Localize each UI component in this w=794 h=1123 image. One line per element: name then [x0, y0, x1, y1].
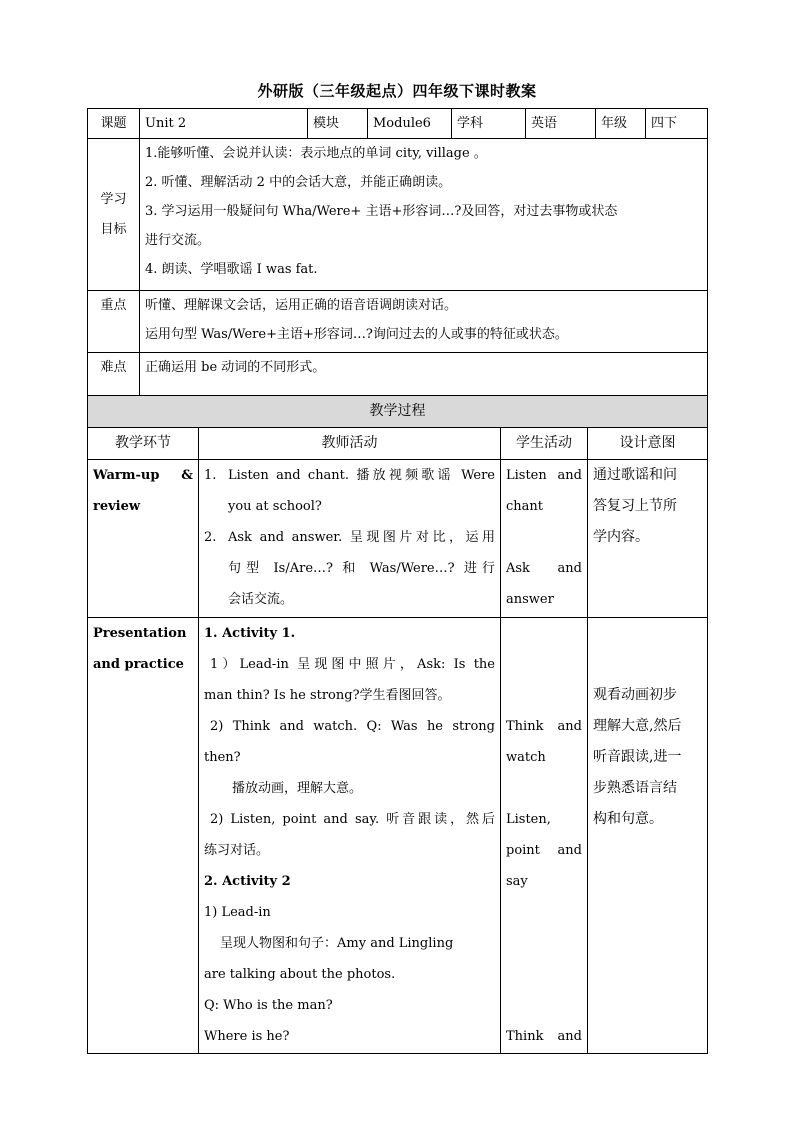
student-word: and: [557, 843, 582, 858]
process-header: 教学过程: [88, 396, 708, 428]
stage-line: Presentation: [93, 626, 187, 641]
teacher-line: are talking about the photos.: [204, 967, 396, 982]
intent-line: 观看动画初步: [593, 687, 677, 703]
text-line: 会话交流。: [228, 592, 294, 607]
difficulty-row: [88, 353, 708, 397]
goal-item: 2. 听懂、理解活动 2 中的会话大意，并能正确朗读。: [145, 175, 452, 190]
xueke-value: 英语: [526, 109, 596, 139]
student-word: Think: [506, 719, 544, 734]
keti-label: 课题: [88, 109, 140, 139]
xueke-label: 学科: [452, 109, 526, 139]
student-line: [506, 835, 582, 866]
process-header-row: [88, 396, 708, 428]
warmup-stage-line2: review: [93, 499, 141, 514]
stage-line: and practice: [93, 657, 184, 672]
intent-line: 构和句意。: [593, 811, 663, 827]
spacer: [506, 649, 582, 680]
teacher-line: 2. Activity 2: [204, 874, 291, 889]
presentation-row: [88, 618, 708, 1054]
intent-line: 理解大意,然后: [593, 718, 682, 734]
col-stage: 教学环节: [88, 428, 199, 460]
student-word: point: [506, 843, 540, 858]
teacher-line: 1) Lead-in: [204, 905, 271, 920]
item-text: [228, 460, 495, 522]
spacer: [506, 773, 582, 804]
spacer: [593, 618, 702, 649]
student-word: Ask: [506, 561, 530, 576]
presentation-stage: [88, 618, 199, 1054]
student-line: chant: [506, 499, 544, 514]
goal-item: 进行交流。: [145, 233, 211, 248]
intent-line: 答复习上节所: [593, 498, 677, 514]
student-word: and: [557, 561, 582, 576]
student-line: [506, 1021, 582, 1052]
goal-item: 4. 朗读、学唱歌谣 I was fat.: [145, 262, 318, 277]
column-header-row: [88, 428, 708, 460]
col-intent: 设计意图: [588, 428, 708, 460]
goals-label-1: 学习: [100, 191, 127, 207]
key-label: 重点: [88, 291, 140, 353]
text-line: 句型 Is/Are…? 和 Was/Were…? 进行: [228, 561, 495, 576]
key-content: [140, 291, 708, 353]
presentation-teacher: [199, 618, 501, 1054]
presentation-student: [501, 618, 588, 1054]
col-student: 学生活动: [501, 428, 588, 460]
student-line: say: [506, 874, 528, 889]
student-word: Listen: [506, 468, 547, 483]
student-line: [506, 460, 582, 491]
nianji-value: 四下: [646, 109, 708, 139]
spacer: [506, 680, 582, 711]
difficulty-label: 难点: [88, 353, 140, 397]
teacher-line: Q: Who is the man?: [204, 998, 333, 1013]
item-number: 2.: [204, 530, 217, 545]
spacer: [506, 897, 582, 928]
goals-row: [88, 139, 708, 291]
warmup-stage-word: Warm-up: [93, 468, 160, 483]
goal-item: 1.能够听懂、会说并认读：表示地点的单词 city, village 。: [145, 146, 487, 161]
spacer: [506, 522, 582, 553]
warmup-teacher-item-2: [204, 522, 495, 615]
difficulty-content: 正确运用 be 动词的不同形式。: [140, 353, 708, 397]
presentation-intent: [588, 618, 708, 1054]
col-teacher: 教师活动: [199, 428, 501, 460]
warmup-teacher: [199, 460, 501, 618]
goals-label-2: 目标: [100, 221, 127, 237]
teacher-line: 2) Think and watch. Q: Was he strong: [210, 719, 495, 734]
teacher-line: 练习对话。: [204, 843, 270, 858]
key-item: 听懂、理解课文会话，运用正确的语音语调朗读对话。: [145, 298, 458, 313]
nianji-label: 年级: [596, 109, 646, 139]
spacer: [506, 990, 582, 1021]
text-line: Listen and chant. 播放视频歌谣 Were: [228, 468, 495, 483]
warmup-student: [501, 460, 588, 618]
student-word: and: [557, 719, 582, 734]
intent-line: 学内容。: [593, 529, 649, 545]
warmup-stage-amp: &: [181, 468, 193, 483]
student-line: [506, 711, 582, 742]
warmup-teacher-item-1: [204, 460, 495, 522]
text-line: you at school?: [228, 499, 322, 514]
key-item: 运用句型 Was/Were+主语+形容词…?询问过去的人或事的特征或状态。: [145, 327, 568, 342]
key-row: [88, 291, 708, 353]
teacher-line: 1. Activity 1.: [204, 626, 296, 641]
student-word: Think: [506, 1029, 544, 1044]
spacer: [593, 649, 702, 680]
goals-content: [140, 139, 708, 291]
intent-line: 听音跟读,进一: [593, 749, 682, 765]
item-text: [228, 522, 495, 615]
spacer: [506, 959, 582, 990]
teacher-line: 1）Lead-in 呈现图中照片，Ask: Is the: [210, 657, 495, 672]
warmup-stage-line1: [93, 460, 193, 491]
item-number: 1.: [204, 468, 217, 483]
student-word: and: [557, 468, 582, 483]
student-word: and: [557, 1029, 582, 1044]
teacher-line: 2) Listen, point and say. 听音跟读，然后: [210, 812, 495, 827]
warmup-intent: [588, 460, 708, 618]
spacer: [506, 618, 582, 649]
goal-item: 3. 学习运用一般疑问句 Wha/Were+ 主语+形容词…?及回答，对过去事物或状态: [145, 204, 618, 219]
teacher-line: 播放动画，理解大意。: [232, 781, 363, 796]
keti-value: Unit 2: [140, 109, 308, 139]
mokuai-value: Module6: [368, 109, 452, 139]
warmup-stage: [88, 460, 199, 618]
info-table: [87, 108, 708, 397]
warmup-row: [88, 460, 708, 618]
teacher-line: man thin? Is he strong?学生看图回答。: [204, 688, 451, 703]
student-line: watch: [506, 750, 546, 765]
student-line: [506, 553, 582, 584]
text-line: Ask and answer. 呈现图片对比，运用: [228, 530, 495, 545]
student-line: answer: [506, 592, 554, 607]
teacher-line: then?: [204, 750, 241, 765]
teacher-line: Where is he?: [204, 1029, 290, 1044]
spacer: [506, 928, 582, 959]
teacher-line: 呈现人物图和句子：Amy and Lingling: [220, 936, 454, 951]
intent-line: 步熟悉语言结: [593, 780, 677, 796]
process-table: [87, 395, 708, 1054]
goals-label: [88, 139, 140, 291]
mokuai-label: 模块: [308, 109, 368, 139]
info-row: [88, 109, 708, 139]
intent-line: 通过歌谣和问: [593, 467, 677, 483]
student-line: Listen,: [506, 812, 551, 827]
document-title: 外研版（三年级起点）四年级下课时教案: [257, 82, 537, 100]
